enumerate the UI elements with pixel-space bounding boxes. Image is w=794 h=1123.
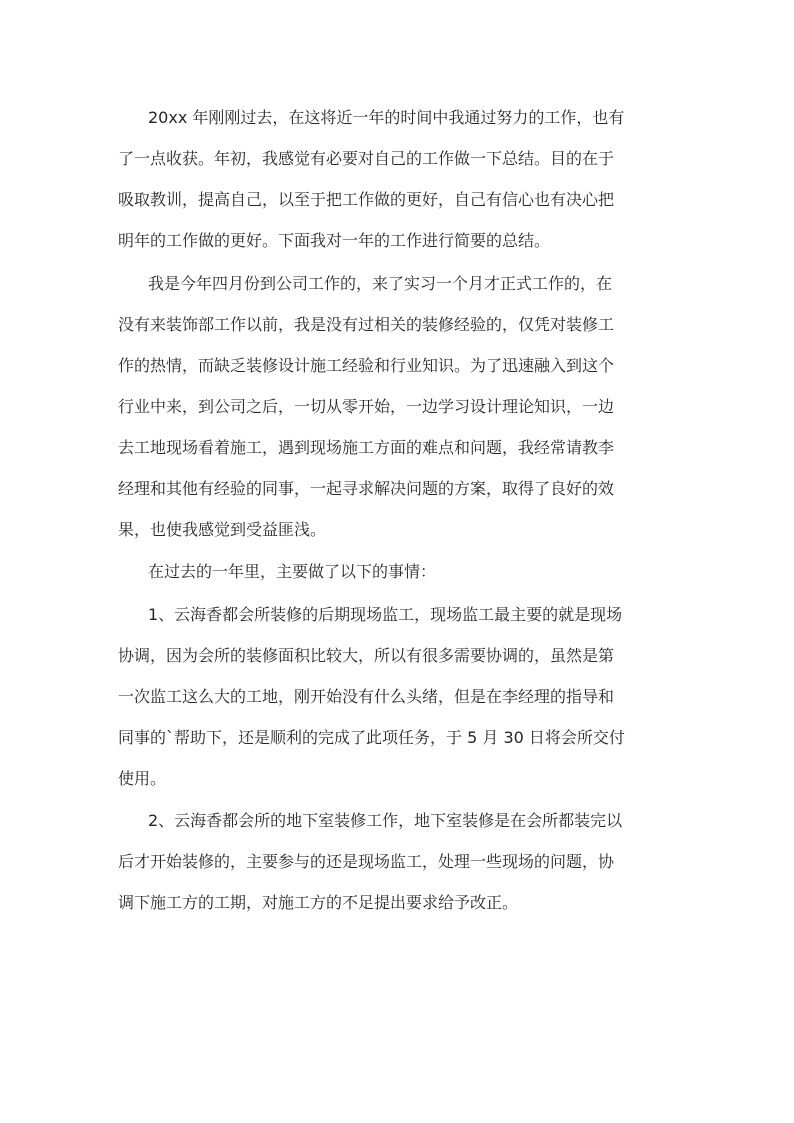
text-line: 去工地现场看着施工，遇到现场施工方面的难点和问题，我经常请教李 xyxy=(118,437,615,457)
text-line: 作的热情，而缺乏装修设计施工经验和行业知识。为了迅速融入到这个 xyxy=(118,355,615,375)
paragraph-background xyxy=(118,263,680,550)
text-line: 没有来装饰部工作以前，我是没有过相关的装修经验的，仅凭对装修工 xyxy=(118,314,615,334)
text-line: 一次监工这么大的工地，刚开始没有什么头绪，但是在李经理的指导和 xyxy=(118,686,615,706)
text-line: 了一点收获。年初，我感觉有必要对自己的工作做一下总结。目的在于 xyxy=(118,149,615,168)
text-line: 我是今年四月份到公司工作的，来了实习一个月才正式工作的，在 xyxy=(148,273,613,293)
text-line: 在过去的一年里，主要做了以下的事情： xyxy=(148,562,437,581)
text-line: 明年的工作做的更好。下面我对一年的工作进行简要的总结。 xyxy=(118,231,551,250)
text-line: 1、云海香都会所装修的后期现场监工，现场监工最主要的就是现场 xyxy=(148,604,623,624)
text-line: 果，也使我感觉到受益匪浅。 xyxy=(118,519,327,539)
text-line: 20xx 年刚刚过去，在这将近一年的时间中我通过努力的工作，也有 xyxy=(148,108,625,127)
paragraph-item-1 xyxy=(118,594,680,799)
paragraph-item-2 xyxy=(118,800,680,923)
paragraph-intro xyxy=(118,97,680,261)
text-line: 协调，因为会所的装修面积比较大，所以有很多需要协调的，虽然是第 xyxy=(118,645,615,665)
text-line: 经理和其他有经验的同事，一起寻求解决问题的方案，取得了良好的效 xyxy=(118,478,615,498)
text-line: 同事的`帮助下，还是顺利的完成了此项任务，于 5 月 30 日将会所交付 xyxy=(118,727,625,747)
text-line: 2、云海香都会所的地下室装修工作，地下室装修是在会所都装完以 xyxy=(148,811,623,830)
text-line: 调下施工方的工期，对施工方的不足提出要求给予改正。 xyxy=(118,893,519,912)
text-line: 行业中来，到公司之后，一切从零开始，一边学习设计理论知识，一边 xyxy=(118,396,615,416)
text-line: 吸取教训，提高自己，以至于把工作做的更好，自己有信心也有决心把 xyxy=(118,190,615,209)
document-body xyxy=(118,97,680,925)
text-line: 后才开始装修的，主要参与的还是现场监工，处理一些现场的问题，协 xyxy=(118,852,615,871)
text-line: 使用。 xyxy=(118,768,167,788)
paragraph-summary-lead xyxy=(118,551,680,592)
